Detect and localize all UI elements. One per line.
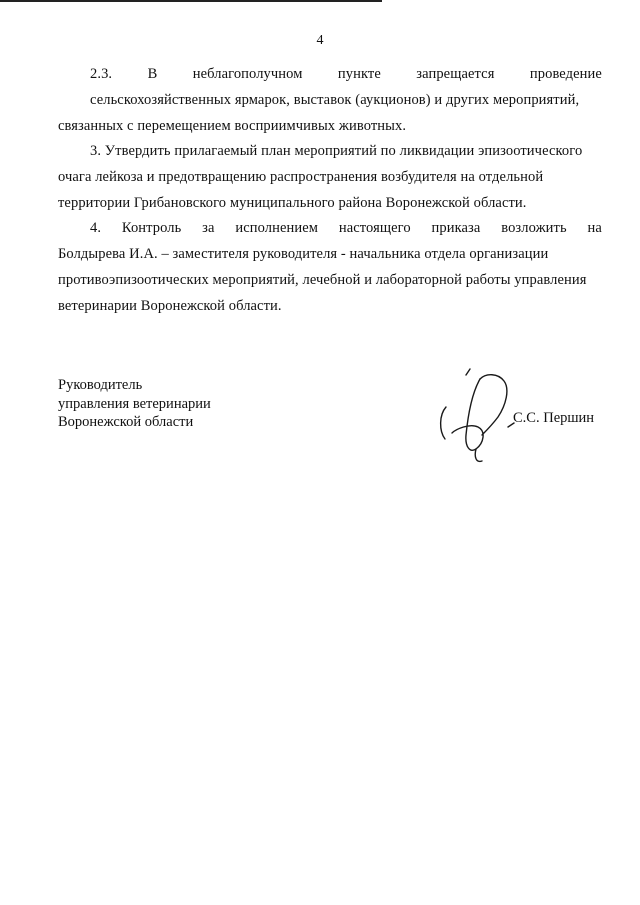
paragraph-line: Болдырева И.А. – заместителя руководителя - начальника отдела организации	[58, 246, 549, 262]
word: исполнением	[235, 220, 319, 236]
word: пункте	[337, 66, 381, 82]
word: на	[587, 220, 602, 236]
signatory-title	[58, 376, 211, 432]
paragraph-2-3	[58, 61, 602, 139]
signatory-title-line: управления ветеринарии	[58, 395, 211, 412]
word: за	[202, 220, 215, 236]
paragraph-line	[58, 87, 602, 113]
signer-name: С.С. Першин	[513, 410, 595, 426]
word: проведение	[529, 66, 602, 82]
paragraph-line	[58, 61, 602, 87]
page-number: 4	[316, 33, 324, 48]
paragraph-line: 3. Утвердить прилагаемый план мероприятий по ликвидации эпизоотического	[90, 143, 583, 159]
signatory-title-line: Руководитель	[58, 377, 143, 393]
paragraph-line	[58, 215, 602, 241]
paragraph-4	[58, 215, 602, 319]
paragraph-line: ветеринарии Воронежской области.	[58, 298, 282, 314]
word: приказа	[431, 220, 481, 236]
word: 2.3.	[90, 66, 113, 82]
paragraph-3	[58, 138, 602, 216]
word: В	[147, 66, 158, 82]
line-text: сельскохозяйственных ярмарок, выставок (аукционов) и других мероприятий,	[90, 92, 580, 108]
paragraph-line: очага лейкоза и предотвращению распространения возбудителя на отдельной	[58, 169, 544, 185]
word: неблагополучном	[192, 66, 303, 82]
scan-edge-line	[0, 0, 382, 2]
handwritten-signature	[436, 365, 524, 467]
signatory-title-line: Воронежской области	[58, 414, 194, 430]
paragraph-line: противоэпизоотических мероприятий, лечебной и лабораторной работы управления	[58, 272, 587, 288]
word: 4.	[90, 220, 102, 236]
word: запрещается	[416, 66, 495, 82]
word: настоящего	[338, 220, 411, 236]
paragraph-line: связанных с перемещением восприимчивых животных.	[58, 118, 407, 134]
word: Контроль	[121, 220, 182, 236]
paragraph-line: территории Грибановского муниципального района Воронежской области.	[58, 195, 527, 211]
word: возложить	[501, 220, 567, 236]
